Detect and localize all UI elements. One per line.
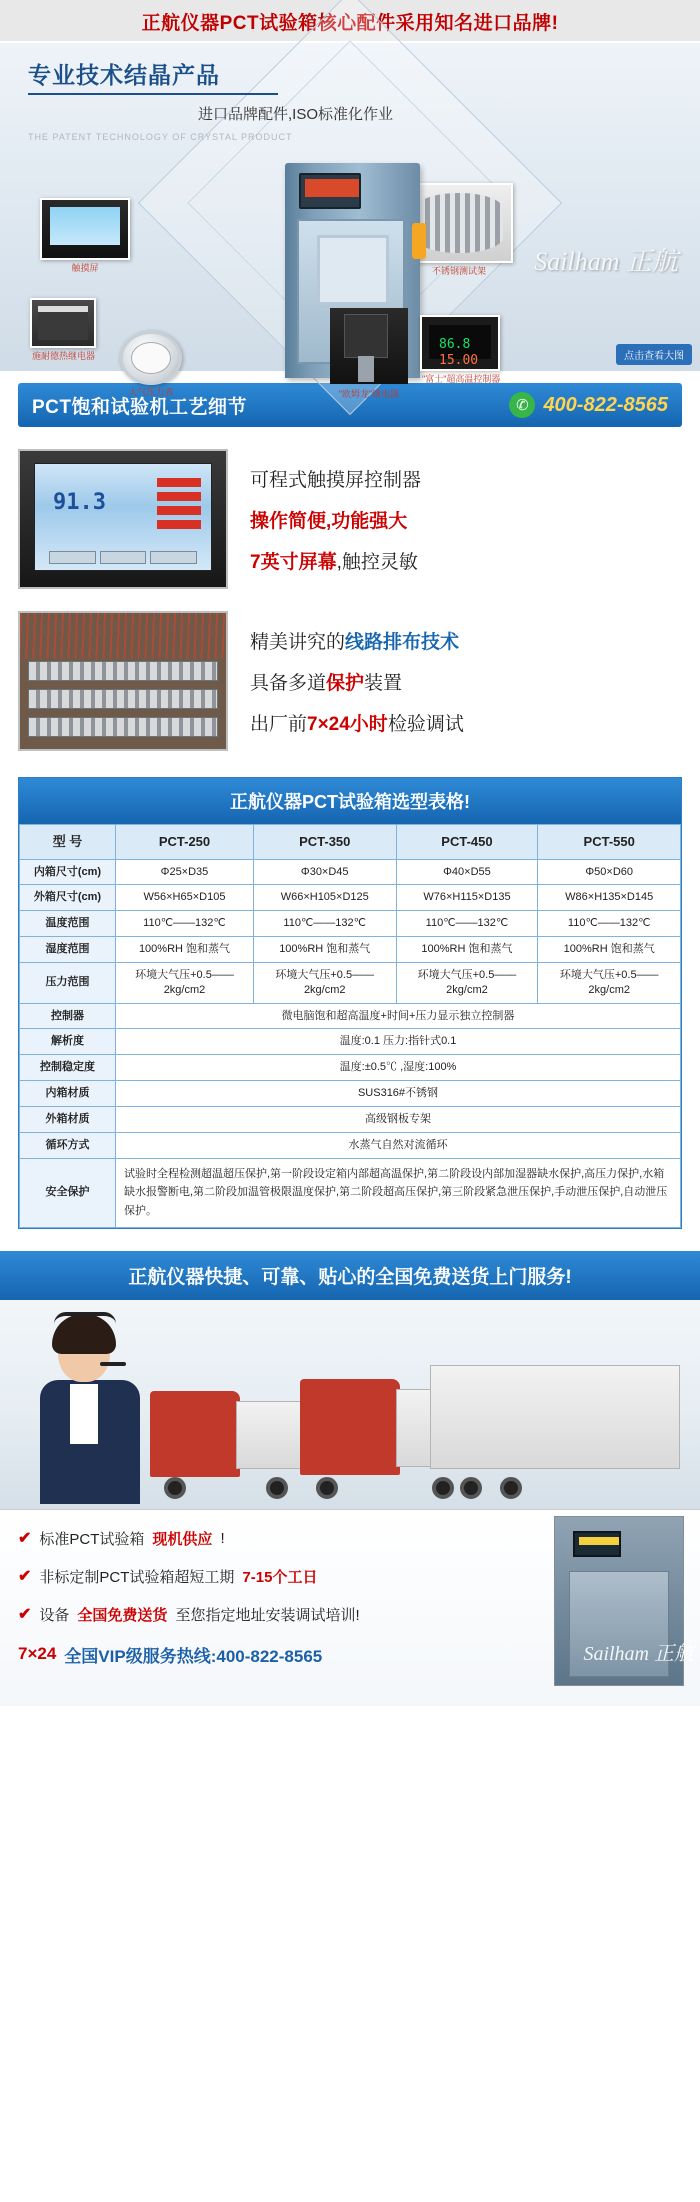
feature2-line-1 xyxy=(250,627,682,654)
feature-line-3 xyxy=(250,547,682,574)
truck-cab xyxy=(150,1391,240,1477)
hmi-button xyxy=(100,551,147,564)
callout-fuji-controller xyxy=(420,315,501,384)
callout-pressure-gauge xyxy=(120,331,182,397)
truck-wheel xyxy=(164,1477,186,1499)
agent-shirt xyxy=(70,1384,98,1444)
terminal-rail-1 xyxy=(28,661,218,681)
hero-latin-line: THE PATENT TECHNOLOGY OF CRYSTAL PRODUCT xyxy=(28,132,293,142)
row-cell: 环境大气压+0.5——2kg/cm2 xyxy=(253,962,396,1003)
spec-col-pct250: PCT-250 xyxy=(116,825,254,860)
row-cell: 100%RH 饱和蒸气 xyxy=(116,937,254,963)
hmi-button-row xyxy=(49,551,197,564)
check-icon: ✔ xyxy=(18,1530,32,1548)
feature2-line-2-accent: 保护 xyxy=(326,672,365,694)
check-icon: ✔ xyxy=(18,1606,32,1624)
table-row xyxy=(20,859,681,885)
row-label: 压力范围 xyxy=(20,962,116,1003)
rack-grid xyxy=(415,193,503,253)
row-cell: Φ30×D45 xyxy=(253,859,396,885)
feature2-line-1-prefix: 精美讲究的 xyxy=(250,631,346,653)
chamber-window xyxy=(317,235,389,305)
spec-table-header-row xyxy=(20,825,681,860)
hmi-red-bar-2 xyxy=(157,492,201,501)
fuji-display xyxy=(429,325,491,368)
table-row xyxy=(20,1158,681,1227)
callout-label-touchscreen: 触摸屏 xyxy=(71,263,99,273)
table-row xyxy=(20,1003,681,1029)
fuji-value-top: 86.8 xyxy=(439,337,471,352)
row-cell-span: SUS316#不锈钢 xyxy=(116,1081,681,1107)
bullet-4-suffix: 全国VIP级服务热线:400-822-8565 xyxy=(64,1646,323,1666)
truck-wheel xyxy=(266,1477,288,1499)
microphone-icon xyxy=(100,1362,126,1366)
row-label: 湿度范围 xyxy=(20,937,116,963)
hotline-number: 400-822-8565 xyxy=(543,393,668,416)
feature-text-touchscreen xyxy=(250,465,682,574)
feature2-line-3-prefix: 出厂前 xyxy=(250,713,308,735)
row-label: 控制器 xyxy=(20,1003,116,1029)
row-cell: 110℃——132℃ xyxy=(538,911,681,937)
row-label: 温度范围 xyxy=(20,911,116,937)
feature2-line-2 xyxy=(250,668,682,695)
hmi-red-bar-1 xyxy=(157,478,201,487)
row-cell: 110℃——132℃ xyxy=(396,911,538,937)
hero-headline: 专业技术结晶产品 xyxy=(28,57,393,95)
terminal-rail-2 xyxy=(28,689,218,709)
row-cell: W76×H115×D135 xyxy=(396,885,538,911)
cabinet-panel xyxy=(573,1531,621,1557)
row-label: 解析度 xyxy=(20,1029,116,1055)
row-cell-span: 试验时全程检测超温超压保护,第一阶段设定箱内部超高温保护,第二阶段设内部加湿器缺水保护,高压力保护,水箱缺水报警断电,第二阶段加温管极限温度保护,第二阶段超高压保护,第三阶段紧急泄压保护,手动泄压保护,自动泄压保护。 xyxy=(116,1158,681,1227)
omron-relay-body xyxy=(344,314,388,358)
bullet-2-prefix: 非标定制PCT试验箱超短工期 xyxy=(39,1568,235,1586)
row-cell: Φ25×D35 xyxy=(116,859,254,885)
gauge-face xyxy=(131,342,171,374)
callout-touchscreen xyxy=(40,198,130,273)
row-cell: Φ40×D55 xyxy=(396,859,538,885)
spec-col-pct450: PCT-450 xyxy=(396,825,538,860)
relay-body xyxy=(38,306,88,340)
row-cell-span: 水蒸气自然对流循环 xyxy=(116,1132,681,1158)
chamber-control-panel xyxy=(299,173,361,209)
feature-text-wiring xyxy=(250,627,682,736)
hmi-screen xyxy=(34,463,212,571)
headset-icon xyxy=(54,1312,116,1324)
hero-section xyxy=(0,41,700,399)
row-cell: 环境大气压+0.5——2kg/cm2 xyxy=(116,962,254,1003)
wiring-cabinet-photo xyxy=(18,611,228,751)
touchscreen-screen xyxy=(50,207,120,245)
row-label: 外箱尺寸(cm) xyxy=(20,885,116,911)
bullet-3-accent: 全国免费送货 xyxy=(77,1606,168,1624)
hero-heading-block xyxy=(28,57,393,142)
table-row xyxy=(20,885,681,911)
page-title: 正航仪器PCT试验箱核心配件采用知名进口品牌! xyxy=(141,13,559,34)
row-cell: 100%RH 饱和蒸气 xyxy=(396,937,538,963)
view-large-image-button[interactable]: 点击查看大图 xyxy=(616,344,692,365)
spec-col-model: 型 号 xyxy=(20,825,116,860)
table-row xyxy=(20,1106,681,1132)
row-cell-span: 高级钢板专架 xyxy=(116,1106,681,1132)
terminal-rail-3 xyxy=(28,717,218,737)
feature2-line-2-prefix: 具备多道 xyxy=(250,672,327,694)
bullet-3-suffix: 至您指定地址安装调试培训! xyxy=(175,1606,360,1624)
bullet-1-prefix: 标准PCT试验箱 xyxy=(39,1530,145,1548)
callout-label-fuji-controller: "富士"超高温控制器 xyxy=(422,374,501,384)
row-label: 内箱尺寸(cm) xyxy=(20,859,116,885)
row-label: 内箱材质 xyxy=(20,1081,116,1107)
omron-relay-stem xyxy=(358,356,374,382)
table-row xyxy=(20,1132,681,1158)
box-trailer xyxy=(430,1365,680,1469)
bullet-1-accent: 现机供应 xyxy=(152,1530,213,1548)
table-row xyxy=(20,1055,681,1081)
table-row xyxy=(20,911,681,937)
feature-line-3-accent: 7英寸屏幕 xyxy=(250,551,337,573)
row-label: 控制稳定度 xyxy=(20,1055,116,1081)
hotline-block xyxy=(509,392,668,418)
hmi-button xyxy=(49,551,96,564)
promise-bullets-section xyxy=(0,1510,700,1706)
bullet-3-prefix: 设备 xyxy=(39,1606,70,1624)
truck-cab xyxy=(300,1379,400,1475)
process-detail-title: PCT饱和试验机工艺细节 xyxy=(32,396,248,418)
wiring-harness xyxy=(20,613,226,659)
check-icon: ✔ xyxy=(18,1568,32,1586)
phone-icon: ✆ xyxy=(509,392,535,418)
feature-row-touchscreen xyxy=(18,449,682,589)
row-cell-span: 温度:0.1 压力:指针式0.1 xyxy=(116,1029,681,1055)
table-row xyxy=(20,937,681,963)
callout-label-pressure-gauge: 大气压力表 xyxy=(128,387,174,397)
delivery-trucks-photo xyxy=(0,1300,700,1510)
chamber-display xyxy=(305,179,359,197)
feature2-line-3-suffix: 检验调试 xyxy=(387,713,464,735)
table-row xyxy=(20,962,681,1003)
table-row xyxy=(20,1029,681,1055)
row-cell: 100%RH 饱和蒸气 xyxy=(253,937,396,963)
spec-col-pct550: PCT-550 xyxy=(538,825,681,860)
callout-label-omron-relay: "欧姆龙"继电器 xyxy=(338,389,400,399)
callout-label-stainless-rack: 不锈钢测试架 xyxy=(431,266,486,276)
hmi-value: 91.3 xyxy=(53,490,106,515)
feature-line-3-rest: ,触控灵敏 xyxy=(336,551,418,573)
row-cell: W86×H135×D145 xyxy=(538,885,681,911)
feature-line-1: 可程式触摸屏控制器 xyxy=(250,469,422,491)
truck-wheel xyxy=(500,1477,522,1499)
callout-label-thermal-relay: 施耐德热继电器 xyxy=(32,351,96,361)
row-cell: 100%RH 饱和蒸气 xyxy=(538,937,681,963)
row-label: 外箱材质 xyxy=(20,1106,116,1132)
feature2-line-3 xyxy=(250,709,682,736)
spec-col-pct350: PCT-350 xyxy=(253,825,396,860)
spec-table-section xyxy=(18,777,682,1229)
truck-wheel xyxy=(460,1477,482,1499)
hero-subline: 进口品牌配件,ISO标准化作业 xyxy=(198,106,394,123)
feature2-line-1-accent: 线路排布技术 xyxy=(345,631,460,653)
row-cell: 环境大气压+0.5——2kg/cm2 xyxy=(396,962,538,1003)
hero-watermark: Sailham 正航 xyxy=(534,247,678,276)
row-label: 循环方式 xyxy=(20,1132,116,1158)
bullet-4-prefix: 7×24 xyxy=(18,1644,57,1664)
truck-wheel xyxy=(316,1477,338,1499)
row-cell: 110℃——132℃ xyxy=(116,911,254,937)
service-agent-photo xyxy=(30,1314,150,1504)
row-label: 安全保护 xyxy=(20,1158,116,1227)
hmi-red-bar-3 xyxy=(157,506,201,515)
feature2-line-3-accent: 7×24小时 xyxy=(307,713,388,735)
service-banner-title: 正航仪器快捷、可靠、贴心的全国免费送货上门服务! xyxy=(0,1251,700,1300)
hmi-button xyxy=(150,551,197,564)
row-cell-span: 微电脑饱和超高温度+时间+压力显示独立控制器 xyxy=(116,1003,681,1029)
fuji-value-bottom: 15.00 xyxy=(439,353,479,368)
table-row xyxy=(20,1081,681,1107)
row-cell: W56×H65×D105 xyxy=(116,885,254,911)
chamber-handle xyxy=(412,223,426,259)
hmi-red-bar-4 xyxy=(157,520,201,529)
callout-omron-relay xyxy=(330,308,408,399)
feature-line-2: 操作简便,功能强大 xyxy=(250,510,408,532)
touchscreen-controller-photo xyxy=(18,449,228,589)
spec-table xyxy=(19,824,681,1228)
bullet-1-suffix: ! xyxy=(220,1529,225,1547)
row-cell: W66×H105×D125 xyxy=(253,885,396,911)
row-cell: 环境大气压+0.5——2kg/cm2 xyxy=(538,962,681,1003)
spec-table-title: 正航仪器PCT试验箱选型表格! xyxy=(19,778,681,824)
truck-box-3 xyxy=(430,1359,680,1499)
row-cell: Φ50×D60 xyxy=(538,859,681,885)
bullet-2-accent: 7-15个工日 xyxy=(242,1568,318,1586)
feature2-line-2-suffix: 装置 xyxy=(364,672,403,694)
cabinet-display xyxy=(579,1537,619,1545)
bullet-watermark: Sailham 正航 xyxy=(583,1642,694,1665)
feature-row-wiring xyxy=(18,611,682,751)
callout-thermal-relay xyxy=(30,298,96,361)
row-cell: 110℃——132℃ xyxy=(253,911,396,937)
row-cell-span: 温度:±0.5℃ ,湿度:100% xyxy=(116,1055,681,1081)
